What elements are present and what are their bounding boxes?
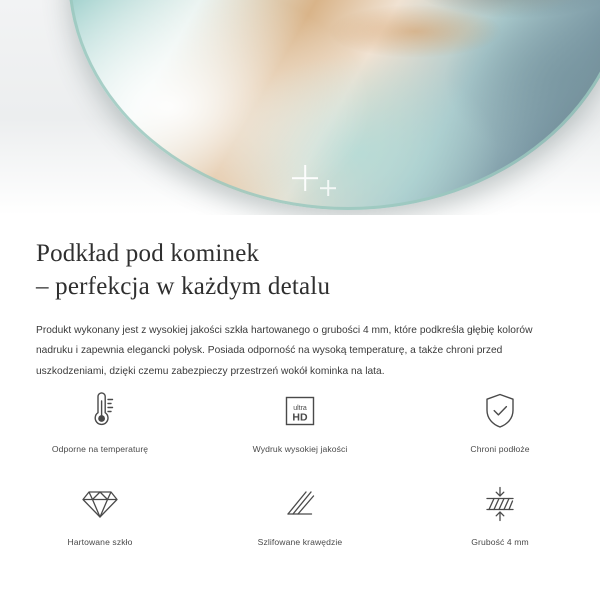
ultra-hd-icon (280, 389, 320, 433)
feature-item-tempered-glass (0, 482, 200, 547)
text-content (0, 215, 600, 382)
feature-label: Hartowane szkło (67, 537, 133, 547)
polished-edges-icon (280, 482, 320, 526)
headline-line-2: – perfekcja w każdym detalu (36, 273, 331, 300)
feature-label: Odporne na temperaturę (51, 444, 149, 454)
feature-item-polished-edges (200, 482, 400, 547)
diamond-icon (80, 482, 120, 526)
feature-label: Grubość 4 mm (471, 537, 529, 547)
feature-label: Wydruk wysokiej jakości (252, 444, 348, 454)
feature-item-thickness (400, 482, 600, 547)
headline-line-1: Podkład pod kominek (36, 240, 260, 267)
hero-image (0, 0, 600, 215)
thickness-icon (480, 482, 520, 526)
description-paragraph: Produkt wykonany jest z wysokiej jakości szkła hartowanego o grubości 4 mm, które podkreśla głębię kolorów nadruku i zapewnia elegancki połysk. Posiada odporność na wysoką temperaturę, a także chroni przed uszkodzeniami, dzięki czemu zabezpieczy przestrzeń wokół kominka na lata. (36, 325, 533, 377)
feature-item-surface-protection (400, 389, 600, 454)
feature-label: Szlifowane krawędzie (257, 537, 343, 547)
feature-label: Chroni podłoże (470, 444, 530, 454)
svg-text:HD: HD (292, 411, 308, 424)
feature-item-temperature (0, 389, 200, 454)
page-title (0, 237, 600, 303)
svg-text:ultra: ultra (293, 405, 307, 412)
thermometer-icon (83, 389, 117, 433)
feature-item-print-quality (200, 389, 400, 454)
feature-grid (0, 389, 600, 547)
shield-check-icon (481, 389, 519, 433)
